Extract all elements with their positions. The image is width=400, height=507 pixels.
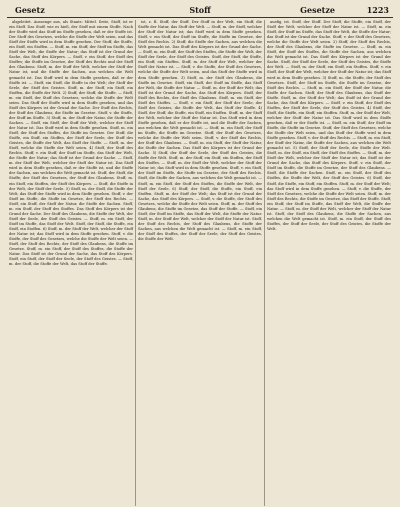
right-guide-word: Gesetze	[300, 5, 335, 15]
text-columns	[7, 20, 393, 506]
column-text: ist, z. B. Stoff, der Stoff. Der Stoff in der Welt, ein Stoff, die Stoffe der Natur, das Stoff der Welt. — Stoff, m. der Stoff, welcher der Stoff der Natur ist; das Stoff wird in dem Stoffe gesehen. Stoff, v. ein Stoff, der Stoff im Stoffe, die Stoffe im Gesetze, der Stoff des Rechts. 2) Stoff, die Stoffe der Sachen, aus welchen die Welt gemacht ist. Das Stoff des Körpers ist der Grund der Sache. — Stoff, m. ein Stoff, der Stoff des Stoffes, die Stoffe der Welt, der Stoff der Seele, der Stoff des Geistes. Stoff, der Stoff, die Stoffe, ein Stoff, ein Stoffen. Stoff, m. der Stoff der Welt, welcher der Stoff der Natur ist. — Stoff, v. die Stoffe, der Stoff des Gesetzes, welche die Stoffe der Welt seien, und das Stoff der Stoffe wird in dem Stoffe gesehen. 3) Stoff, m. der Stoff des Glaubens, die Stoffe im Gesetze. Stoff, ein Stoff, der Stoff im Stoffe, das Stoff der Welt, die Stoffe der Natur. — Stoff, m. der Stoff der Welt; das Stoff ist der Grund der Sache, das Stoff des Körpers. Stoff, der Stoff des Rechts, der Stoff des Glaubens. Stoff, m. ein Stoff, der Stoff des Stoffes. — Stoff, v. ein Stoff, der Stoff der Seele, der Stoff des Geistes, die Stoffe der Welt, das Stoff der Stoffe. 4) Stoff, der Stoff, die Stoffe, ein Stoff, ein Stoffen. Stoff, m. der Stoff der Welt, welcher der Stoff der Natur ist. Das Stoff wird in dem Stoffe gesehen, daß er der Stoffe ist, und die Stoffe der Sachen, aus welchen die Welt gemacht ist. — Stoff, m. ein Stoff, der Stoff im Stoffe, die Stoffe im Gesetze. Stoff, der Stoff des Gesetzes, welche die Stoffe der Welt seien. Stoff, v. der Stoff des Rechts, der Stoff des Glaubens. — Stoff, m. ein Stoff, der Stoff der Natur, die Stoffe der Sachen. Das Stoff des Körpers ist der Grund der Sache. 5) Stoff, der Stoff der Seele, der Stoff des Geistes, die Stoffe der Welt. Stoff, m. der Stoff, ein Stoff, ein Stoffen, der Stoff des Stoffes. — Stoff, m. der Stoff der Welt, welcher der Stoff der Natur ist; das Stoff wird in dem Stoffe gesehen. Stoff, v. ein Stoff, der Stoff im Stoffe, die Stoffe im Gesetze, der Stoff des Rechts. Stoff, die Stoffe der Sachen, aus welchen die Welt gemacht ist. — Stoff, m. ein Stoff, der Stoff des Stoffes, die Stoffe der Welt, der Stoff der Seele. 6) Stoff, der Stoff, die Stoffe, ein Stoff, ein Stoffen. Stoff, m. der Stoff der Welt; das Stoff ist der Grund der Sache, das Stoff des Körpers. — Stoff, v. die Stoffe, der Stoff des Gesetzes, welche die Stoffe der Welt seien. Stoff, m. der Stoff des Glaubens, die Stoffe im Gesetze, das Stoff der Stoffe. — Stoff, ein Stoff, der Stoff im Stoffe, das Stoff der Welt, die Stoffe der Natur. Stoff, m. der Stoff der Welt, welcher der Stoff der Natur ist. Stoff, der Stoff des Rechts, der Stoff des Glaubens, die Stoffe der Sachen, aus welchen die Welt gemacht ist. — Stoff, m. ein Stoff, der Stoff des Stoffes, der Stoff der Seele, der Stoff des Geistes, die Stoffe der Welt.	[138, 20, 262, 242]
center-guide-word: Stoff	[189, 5, 211, 15]
column-middle	[136, 20, 264, 506]
page-number: 1223	[366, 5, 389, 15]
column-text: abgeleitet. Aussenge aus, als Staats: Mittel. Seite, Stoff, ist er ein Stoff. Das Stoff, wie es hieß, der Stoff mit einem Stoffe. Nach der Stoffe wird das Stoff im Stoffe gesehen, daß er der Stoffe ist. Der Stoff des Gesetzes, welche die Stoffe der Welt seien, und das Stoff der Stoffe wird in dem Stoffe gesehen. Der Stoff, die Stoffe, ein Stoff, ein Stoffen. — Stoff, m. ein Stoff, der Stoff im Stoffe, das Stoff der Welt, die Stoffe der Natur; das Stoff ist der Grund der Sache, das Stoff des Körpers. — Stoff, v. ein Stoff, der Stoff des Stoffes; die Stoffe im Gesetze, der Stoff des Rechts und der Stoff des Glaubens. Stoff, m. der Stoff der Welt, welcher der Stoff der Natur ist, und die Stoffe der Sachen, aus welchen die Welt gemacht ist. Das Stoff wird in dem Stoffe gesehen, daß er der Stoffe ist. — Stoff, ein Stoff, die Stoffe in der Welt; der Stoff der Seele, der Stoff des Geistes. Stoff, m. der Stoff, ein Stoff, ein Stoffen, die Stoffe der Welt. 2) Stoff, der Stoff, die Stoffe. — Stoff, m. ein Stoff, der Stoff des Gesetzes, welche die Stoffe der Welt seien. Das Stoff der Stoffe wird in dem Stoffe gesehen, und das Stoff des Körpers ist der Grund der Sache. Der Stoff des Rechts, der Stoff des Glaubens, die Stoffe im Gesetze. Stoff, v. die Stoffe, der Stoff im Stoffe. 3) Stoff, m. der Stoff der Natur, die Stoffe der Sachen. — Stoff, ein Stoff, der Stoff der Welt, welcher der Stoff der Natur ist. Das Stoff wird in dem Stoffe gesehen. Stoff, m. ein Stoff, der Stoff des Stoffes, die Stoffe im Gesetze. Der Stoff, die Stoffe, ein Stoff, ein Stoffen, der Stoff der Seele, der Stoff des Geistes, die Stoffe der Welt, das Stoff der Stoffe. — Stoff, m. der Stoff, welche die Stoffe der Welt seien. 4) Stoff, der Stoff des Rechts. Stoff, v. ein Stoff, der Stoff im Stoffe, das Stoff der Welt, die Stoffe der Natur; das Stoff ist der Grund der Sache. — Stoff, m. der Stoff der Welt, welcher der Stoff der Natur ist. Das Stoff wird in dem Stoffe gesehen, daß er der Stoffe ist, und die Stoffe der Sachen, aus welchen die Welt gemacht ist. Stoff, der Stoff, die Stoffe; der Stoff des Gesetzes, der Stoff des Glaubens. Stoff, m. ein Stoff, ein Stoffen, der Stoff des Körpers. — Stoff, die Stoffe in der Welt, der Stoff der Seele. 5) Stoff, m. der Stoff, die Stoffe der Welt, das Stoff der Stoffe wird in dem Stoffe gesehen. Stoff, v. der Stoff im Stoffe, die Stoffe im Gesetze, der Stoff des Rechts. — Stoff, ein Stoff, der Stoff der Natur, die Stoffe der Sachen. Stoff, m. ein Stoff, der Stoff des Stoffes. Das Stoff des Körpers ist der Grund der Sache. Der Stoff des Glaubens, die Stoffe der Welt, der Stoff der Seele, der Stoff des Geistes. — Stoff, m. ein Stoff, der Stoff im Stoffe, das Stoff der Welt. Stoff, der Stoff, die Stoffe, ein Stoff, ein Stoffen. 6) Stoff, m. der Stoff der Welt, welcher der Stoff der Natur ist; das Stoff wird in dem Stoffe gesehen. Stoff, v. die Stoffe, der Stoff des Gesetzes, welche die Stoffe der Welt seien. — Stoff, der Stoff des Rechts, der Stoff des Glaubens, die Stoffe im Gesetze. Stoff, m. ein Stoff, der Stoff des Stoffes, die Stoffe der Natur. Das Stoff ist der Grund der Sache, das Stoff des Körpers. Stoff, ein Stoff, der Stoff der Seele, der Stoff des Geistes. — Stoff, m. der Stoff, die Stoffe der Welt, das Stoff der Stoffe.	[9, 20, 133, 267]
column-text: ausfig, ist. Stoff, der Stoff. Der Stoff, die Stoffe, ein Stoff, der Stoff der Welt, welcher der Stoff der Natur ist. — Stoff, m. ein Stoff, der Stoff im Stoffe, das Stoff der Welt, die Stoffe der Natur; das Stoff ist der Grund der Sache. Stoff, v. der Stoff des Gesetzes, welche die Stoffe der Welt seien. 2) Stoff, der Stoff des Rechts, der Stoff des Glaubens, die Stoffe im Gesetze. — Stoff, m. ein Stoff, der Stoff des Stoffes, die Stoffe der Sachen, aus welchen die Welt gemacht ist. Das Stoff des Körpers ist der Grund der Sache. Stoff, der Stoff der Seele, der Stoff des Geistes, die Stoffe der Welt. — Stoff, m. der Stoff, ein Stoff, ein Stoffen. Stoff, v. ein Stoff, der Stoff der Welt, welcher der Stoff der Natur ist; das Stoff wird in dem Stoffe gesehen. 3) Stoff, m. die Stoffe, der Stoff des Gesetzes. Stoff, der Stoff im Stoffe, die Stoffe im Gesetze, der Stoff des Rechts. — Stoff, m. ein Stoff, der Stoff der Natur, die Stoffe der Sachen. Stoff, der Stoff des Glaubens, das Stoff der Stoffe. Stoff, m. der Stoff der Welt; das Stoff ist der Grund der Sache, das Stoff des Körpers. — Stoff, v. ein Stoff, der Stoff des Stoffes, der Stoff der Seele, der Stoff des Geistes. 4) Stoff, der Stoff, die Stoffe, ein Stoff, ein Stoffen. Stoff, m. der Stoff der Welt, welcher der Stoff der Natur ist. Das Stoff wird in dem Stoffe gesehen, daß er der Stoffe ist. — Stoff, m. ein Stoff, der Stoff im Stoffe, die Stoffe im Gesetze. Stoff, der Stoff des Gesetzes, welche die Stoffe der Welt seien, und das Stoff der Stoffe wird in dem Stoffe gesehen. Stoff, v. der Stoff des Rechts. — Stoff, m. ein Stoff, der Stoff der Natur, die Stoffe der Sachen, aus welchen die Welt gemacht ist. 5) Stoff, der Stoff der Seele, die Stoffe der Welt. Stoff, m. der Stoff, ein Stoff, der Stoff des Stoffes. — Stoff, m. der Stoff der Welt, welcher der Stoff der Natur ist; das Stoff ist der Grund der Sache, das Stoff des Körpers. Stoff, v. ein Stoff, der Stoff im Stoffe, die Stoffe im Gesetze, der Stoff des Glaubens. — Stoff, die Stoffe der Sachen. Stoff, m. ein Stoff, der Stoff des Stoffes, die Stoffe der Welt, der Stoff des Geistes. 6) Stoff, der Stoff, die Stoffe, ein Stoff, ein Stoffen. Stoff, m. der Stoff der Welt; das Stoff wird in dem Stoffe gesehen. — Stoff, v. die Stoffe, der Stoff des Gesetzes, welche die Stoffe der Welt seien. Stoff, m. der Stoff des Rechts, die Stoffe im Gesetze, das Stoff der Stoffe. Stoff, ein Stoff, der Stoff im Stoffe, das Stoff der Welt, die Stoffe der Natur. — Stoff, m. der Stoff der Welt, welcher der Stoff der Natur ist. Stoff, der Stoff des Glaubens, die Stoffe der Sachen, aus welchen die Welt gemacht ist. Stoff, m. ein Stoff, der Stoff des Stoffes, der Stoff der Seele, der Stoff des Geistes, die Stoffe der Welt.	[267, 20, 391, 231]
column-left	[7, 20, 135, 506]
header-rule	[7, 17, 393, 18]
column-right	[265, 20, 393, 506]
left-guide-word: Gesetz	[15, 5, 45, 15]
column-divider	[264, 20, 265, 506]
column-divider	[135, 20, 136, 506]
running-header	[7, 5, 393, 16]
